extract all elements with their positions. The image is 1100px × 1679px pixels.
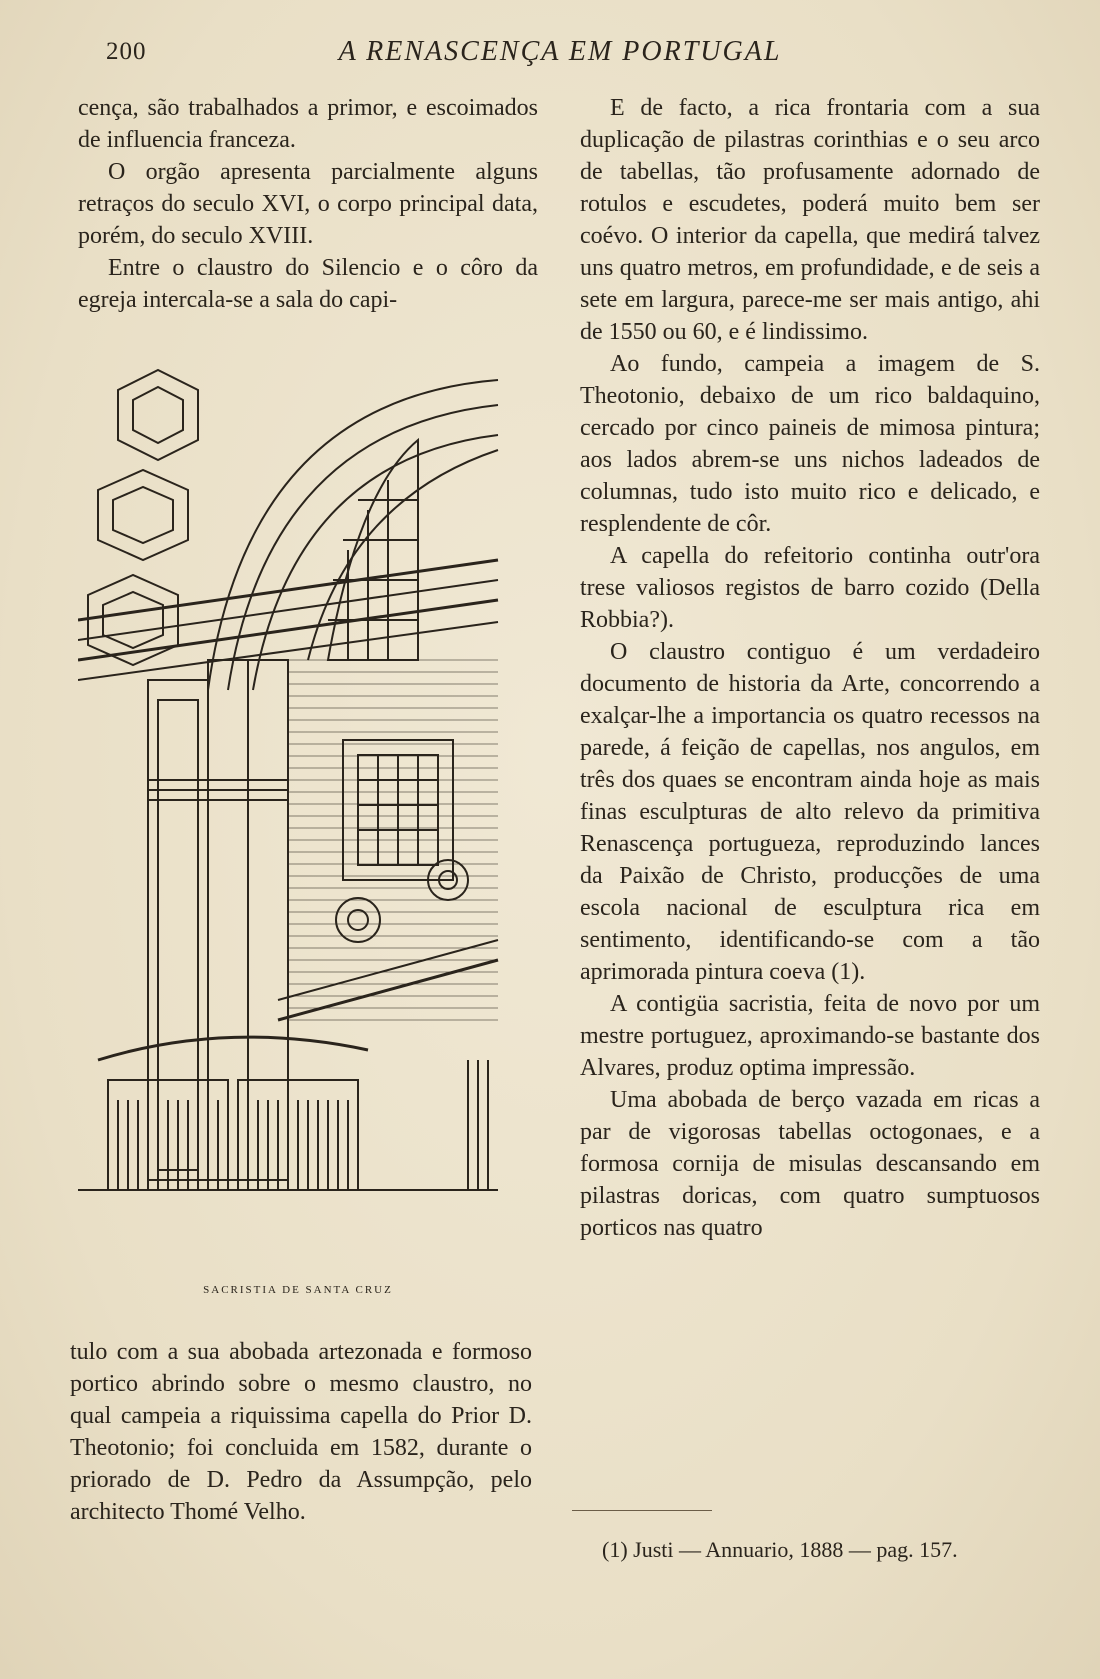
paragraph: cença, são trabalhados a primor, e escoimados de influencia franceza.	[78, 95, 538, 153]
page-header	[0, 30, 1100, 70]
paragraph: Ao fundo, campeia a imagem de S. Theotonio, debaixo de um rico baldaquino, cercado por cinco paineis de mimosa pintura; aos lados abrem-se uns nichos ladeados de columnas, tudo isto muito rico e delicado, e resplendente de côr.	[580, 351, 1040, 537]
paragraph: Entre o claustro do Silencio e o côro da egreja intercala-se a sala do capi-	[78, 255, 538, 313]
left-column-top	[78, 92, 538, 316]
footnote: (1) Justi — Annuario, 1888 — pag. 157.	[602, 1537, 958, 1562]
paragraph: A capella do refeitorio continha outr'ora trese valiosos registos de barro cozido (Della Robbia?).	[580, 543, 1040, 633]
right-column	[580, 92, 1040, 1244]
paragraph: E de facto, a rica frontaria com a sua duplicação de pilastras corinthias e o seu arco de tabellas, tão profusamente adornado de rotulos e escudetes, poderá muito bem ser coévo. O interior da capella, que medirá talvez uns quatro metros, em profundidade, e de seis a sete em largura, parece-me ser mais antigo, ahi de 1550 ou 60, e é lindissimo.	[580, 95, 1040, 345]
running-title: A RENASCENÇA EM PORTUGAL	[338, 36, 782, 67]
hatching	[288, 660, 498, 1020]
figure-caption: SACRISTIA DE SANTA CRUZ	[203, 1284, 393, 1296]
paragraph: Uma abobada de berço vazada em ricas a par de vigorosas tabellas octogonaes, e a formosa cornija de misulas descansando em pilastras doricas, com quatro sumptuosos porticos nas quatro	[580, 1087, 1040, 1241]
sacristy-illustration	[78, 360, 518, 1260]
paragraph: A contigüa sacristia, feita de novo por um mestre portuguez, aproximando-se bastante dos Alvares, produz optima impressão.	[580, 991, 1040, 1081]
footnote-rule	[572, 1510, 712, 1511]
paragraph: O orgão apresenta parcialmente alguns retraços do seculo XVI, o corpo principal data, porém, do seculo XVIII.	[78, 159, 538, 249]
left-column-bottom	[70, 1336, 532, 1528]
page-number: 200	[106, 38, 147, 65]
paragraph: O claustro contiguo é um verdadeiro documento de historia da Arte, concorrendo a exalçar-lhe a importancia os quatro recessos na parede, á feição de capellas, nos angulos, em três dos quaes se encontram ainda hoje as mais finas esculpturas de alto relevo da primitiva Renascença portugueza, reproduzindo lances da Paixão de Christo, producções de uma escola nacional de esculptura rica em sentimento, identificando-se com a tão aprimorada pintura coeva (1).	[580, 639, 1040, 985]
paragraph: tulo com a sua abobada artezonada e formoso portico abrindo sobre o mesmo claustro, no qual campeia a riquissima capella do Prior D. Theotonio; foi concluida em 1582, durante o priorado de D. Pedro da Assumpção, pelo architecto Thomé Velho.	[70, 1339, 532, 1525]
